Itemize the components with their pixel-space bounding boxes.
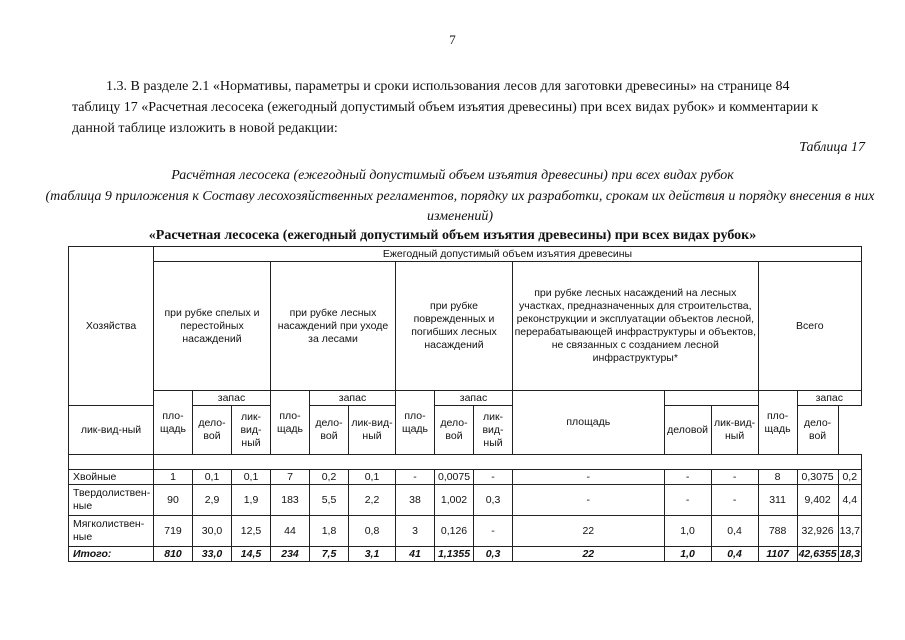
column-header-farm: Хозяйства — [69, 247, 154, 406]
amendment-paragraph — [72, 76, 866, 139]
table-cell: 38 — [396, 485, 435, 516]
spacer-cell — [154, 455, 862, 470]
table-cell: 14,5 — [232, 547, 271, 562]
table-cell: 234 — [271, 547, 310, 562]
table-cell: 0,3 — [474, 485, 513, 516]
table-cell: 0,1 — [232, 470, 271, 485]
subheader-stock: запас — [193, 391, 271, 406]
table-cell: 1,0 — [664, 547, 711, 562]
table-cell: - — [513, 470, 665, 485]
table-cell: 719 — [154, 516, 193, 547]
paragraph-line: 1.3. В разделе 2.1 «Нормативы, параметры и сроки использования лесов для заготовки древесины» на странице 84 — [106, 79, 790, 94]
table-cell: 788 — [758, 516, 797, 547]
table-cell: 90 — [154, 485, 193, 516]
subheader-business: дело-вой — [797, 406, 838, 455]
table-cell: - — [474, 516, 513, 547]
table-cell: 0,1 — [193, 470, 232, 485]
table-top-header: Ежегодный допустимый объем изъятия древесины — [154, 247, 862, 262]
table-cell: 12,5 — [232, 516, 271, 547]
table-cell: 2,2 — [349, 485, 396, 516]
table-cell: 0,4 — [711, 547, 758, 562]
subheader-business: деловой — [664, 406, 711, 455]
subheader-stock: запас — [797, 391, 861, 406]
subheader-business: дело-вой — [310, 406, 349, 455]
table-body — [69, 470, 862, 562]
table-cell: - — [396, 470, 435, 485]
subheader-area: пло-щадь — [154, 391, 193, 455]
table-row — [69, 470, 862, 485]
table-cell: 32,926 — [797, 516, 838, 547]
row-label: Итого: — [69, 547, 154, 562]
subheader-business: дело-вой — [435, 406, 474, 455]
group-header: Всего — [758, 262, 861, 391]
table-reference: Таблица 17 — [799, 140, 865, 155]
table-cell: 0,4 — [711, 516, 758, 547]
table-cell: 3,1 — [349, 547, 396, 562]
table-cell: 1,1355 — [435, 547, 474, 562]
table-cell: 30,0 — [193, 516, 232, 547]
row-label: Мягколиствен-ные — [69, 516, 154, 547]
table-title: «Расчетная лесосека (ежегодный допустимый объем изъятия древесины) при всех видах рубок» — [148, 228, 757, 243]
table-cell: 41 — [396, 547, 435, 562]
subheader-business: дело-вой — [193, 406, 232, 455]
table-cell: 1,9 — [232, 485, 271, 516]
table-cell: 0,8 — [349, 516, 396, 547]
table-row — [69, 516, 862, 547]
group-header: при рубке поврежденных и погибших лесных насаждений — [396, 262, 513, 391]
table-cell: 13,7 — [838, 516, 861, 547]
table-cell: 0,3075 — [797, 470, 838, 485]
paragraph-line: таблицу 17 «Расчетная лесосека (ежегодный допустимый объем изъятия древесины) при всех видах рубок» и комментарии к — [72, 100, 819, 115]
subheader-area: пло-щадь — [758, 391, 797, 455]
table-cell: 183 — [271, 485, 310, 516]
table-cell: 0,1 — [349, 470, 396, 485]
subheader-stock: запас — [310, 391, 396, 406]
table-cell: 0,2 — [310, 470, 349, 485]
table-row — [69, 485, 862, 516]
subheader-area: пло-щадь — [271, 391, 310, 455]
group-header: при рубке спелых и перестойных насаждений — [154, 262, 271, 391]
subheader-stock-empty — [664, 391, 758, 406]
paragraph-line: данной таблице изложить в новой редакции: — [72, 121, 338, 136]
row-label: Хвойные — [69, 470, 154, 485]
table-cell: - — [664, 470, 711, 485]
group-header: при рубке лесных насаждений на лесных участках, предназначенных для строительства, реконструкции и эксплуатации объектов лесной, перерабатывающей инфраструктуры и объектов, не связанных с созданием лесной инфраструктуры* — [513, 262, 759, 391]
subheader-liquid: лик-вид-ный — [349, 406, 396, 455]
table-cell: - — [664, 485, 711, 516]
table-cell: 44 — [271, 516, 310, 547]
harvest-table — [68, 246, 862, 562]
table-cell: 7 — [271, 470, 310, 485]
table-cell: 311 — [758, 485, 797, 516]
table-cell: 9,402 — [797, 485, 838, 516]
page-number: 7 — [449, 32, 456, 47]
table-cell: 22 — [513, 547, 665, 562]
table-cell: 1,8 — [310, 516, 349, 547]
table-cell: 1 — [154, 470, 193, 485]
table-cell: 3 — [396, 516, 435, 547]
table-cell: - — [474, 470, 513, 485]
total-row — [69, 547, 862, 562]
table-caption-sub: (таблица 9 приложения к Составу лесохозяйственных регламентов, порядку их разработки, срокам их действия и порядку внесения в них изменений) — [45, 189, 875, 224]
table-cell: 0,0075 — [435, 470, 474, 485]
subheader-area: пло-щадь — [396, 391, 435, 455]
table-cell: 1107 — [758, 547, 797, 562]
table-cell: 0,2 — [838, 470, 861, 485]
subheader-stock: запас — [435, 391, 513, 406]
group-header: при рубке лесных насаждений при уходе за лесами — [271, 262, 396, 391]
table-cell: 0,3 — [474, 547, 513, 562]
table-cell: 8 — [758, 470, 797, 485]
table-cell: 0,126 — [435, 516, 474, 547]
table-cell: - — [711, 470, 758, 485]
table-cell: 7,5 — [310, 547, 349, 562]
table-cell: - — [513, 485, 665, 516]
table-cell: - — [711, 485, 758, 516]
table-cell: 42,6355 — [798, 547, 837, 560]
subheader-liquid: лик-вид-ный — [232, 406, 271, 455]
spacer-cell — [69, 455, 154, 470]
subheader-liquid: лик-вид-ный — [69, 406, 154, 455]
table-cell: 2,9 — [193, 485, 232, 516]
subheader-liquid: лик-вид-ный — [474, 406, 513, 455]
table-cell: 810 — [154, 547, 193, 562]
table-cell: 33,0 — [193, 547, 232, 562]
subheader-liquid: лик-вид-ный — [711, 406, 758, 455]
table-cell: 1,002 — [435, 485, 474, 516]
table-cell: 22 — [513, 516, 665, 547]
table-cell: 18,3 — [839, 547, 860, 560]
subheader-area: площадь — [513, 391, 665, 455]
table-caption: Расчётная лесосека (ежегодный допустимый объем изъятия древесины) при всех видах рубок — [171, 168, 734, 183]
table-cell: 5,5 — [310, 485, 349, 516]
table-cell: 4,4 — [838, 485, 861, 516]
table-cell: 1,0 — [664, 516, 711, 547]
row-label: Твердолиствен-ные — [69, 485, 154, 516]
